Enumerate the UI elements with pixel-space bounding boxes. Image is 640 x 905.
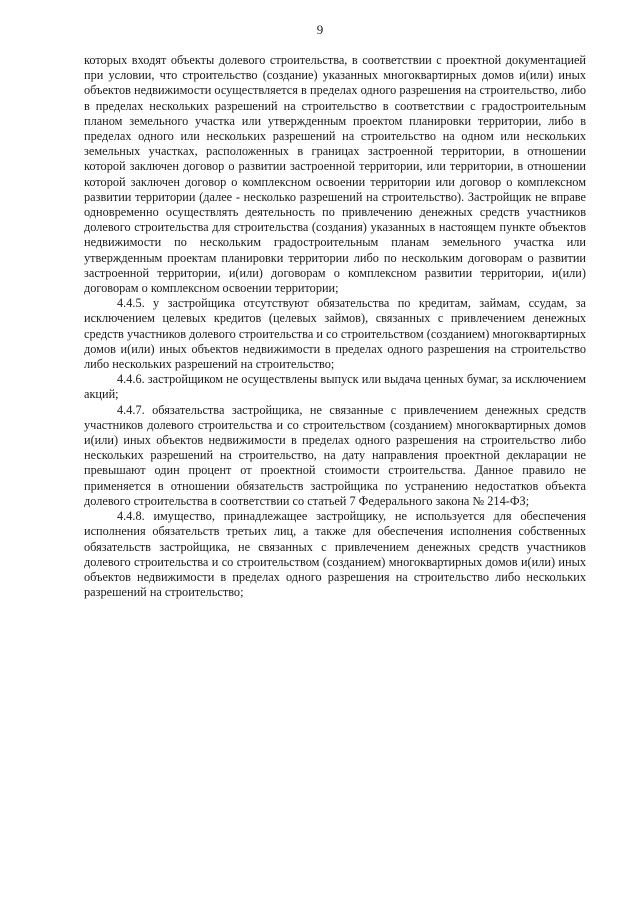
document-body	[84, 53, 586, 600]
page-number: 9	[316, 22, 324, 37]
paragraph-4-4-6: 4.4.6. застройщиком не осуществлены выпуск или выдача ценных бумаг, за исключением акций;	[84, 372, 586, 402]
paragraph-continuation: которых входят объекты долевого строительства, в соответствии с проектной документацией при условии, что строительство (создание) указанных многоквартирных домов и(или) иных объектов недвижимости осуществляется в пределах одного разрешения на строительство, либо в пределах нескольких разрешений на строительство в соответствии с градостроительным планом земельного участка или утвержденным проектом планировки территории, либо в пределах одного или нескольких разрешений на строительство на одном или нескольких земельных участках, расположенных в границах застроенной территории, в отношении которой заключен договор о развитии застроенной территории, или территории, в отношении которой заключен договор о комплексном освоении территории или договор о комплексном развитии территории (далее - несколько разрешений на строительство). Застройщик не вправе одновременно осуществлять деятельность по привлечению денежных средств участников долевого строительства для строительства (создания) указанных в настоящем пункте объектов недвижимости по нескольким градостроительным планам земельного участка или утвержденным проектам планировки территории либо по нескольким договорам о развитии застроенной территории, и(или) договорам о комплексном развитии территории, и(или) договорам о комплексном освоении территории;	[84, 53, 586, 296]
paragraph-4-4-8: 4.4.8. имущество, принадлежащее застройщику, не используется для обеспечения исполнения обязательств третьих лиц, а также для обеспечения исполнения собственных обязательств застройщика, не связанных с привлечением денежных средств участников долевого строительства и со строительством (созданием) многоквартирных домов и(или) иных объектов недвижимости в пределах одного разрешения на строительство либо нескольких разрешений на строительство;	[84, 509, 586, 600]
paragraph-4-4-5: 4.4.5. у застройщика отсутствуют обязательства по кредитам, займам, ссудам, за исключением целевых кредитов (целевых займов), связанных с привлечением денежных средств участников долевого строительства и со строительством (созданием) многоквартирных домов и(или) иных объектов недвижимости в пределах одного разрешения на строительство либо нескольких разрешений на строительство;	[84, 296, 586, 372]
paragraph-4-4-7: 4.4.7. обязательства застройщика, не связанные с привлечением денежных средств участников долевого строительства и со строительством (созданием) многоквартирных домов и(или) иных объектов недвижимости в пределах одного разрешения на строительство либо нескольких разрешений на строительство, на дату направления проектной декларации не превышают один процент от проектной стоимости строительства. Данное правило не применяется в отношении обязательств застройщика по устранению недостатков объекта долевого строительства в соответствии со статьей 7 Федерального закона № 214-ФЗ;	[84, 402, 586, 508]
